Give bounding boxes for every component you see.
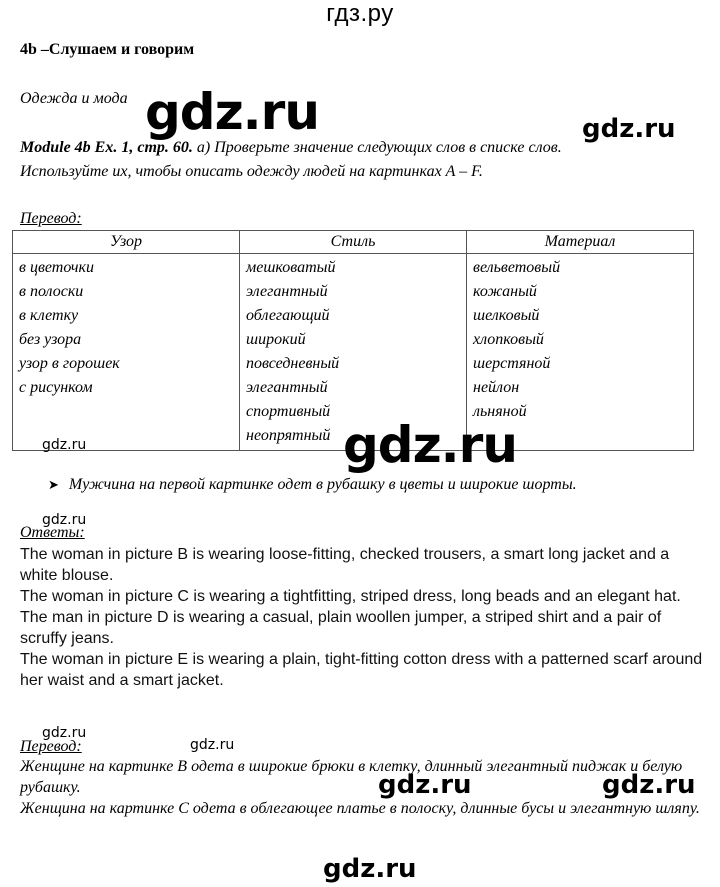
- task-line1: а) Проверьте значение следующих слов в списке слов.: [192, 139, 562, 156]
- header-style: Стиль: [240, 231, 467, 254]
- list-item: мешковатый: [246, 259, 336, 276]
- list-item: нейлон: [473, 379, 520, 396]
- answer-item: The woman in picture E is wearing a plain, tight-fitting cotton dress with a patterned scarf around her waist and a smart jacket.: [20, 651, 703, 689]
- list-item: узор в горошек: [19, 355, 120, 372]
- watermark-logo: gdz.ru: [42, 512, 87, 528]
- watermark-logo: gdz.ru: [42, 725, 87, 741]
- list-item: неопрятный: [246, 427, 331, 444]
- subtitle: Одежда и мода: [20, 90, 128, 107]
- list-item: кожаный: [473, 283, 537, 300]
- list-item: льняной: [473, 403, 527, 420]
- list-item: повседневный: [246, 355, 340, 372]
- watermark-logo: gdz.ru: [145, 83, 319, 141]
- watermark-logo: gdz.ru: [582, 114, 676, 144]
- list-item: с рисунком: [19, 379, 93, 396]
- site-header: гдз.ру: [326, 0, 394, 27]
- list-item: в полоски: [19, 283, 84, 300]
- list-item: спортивный: [246, 403, 331, 420]
- list-item: хлопковый: [473, 331, 544, 348]
- list-item: широкий: [246, 331, 306, 348]
- watermark-logo: gdz.ru: [190, 737, 235, 753]
- list-item: элегантный: [246, 283, 328, 300]
- translation2-label: Перевод:: [20, 738, 82, 755]
- watermark-logo: gdz.ru: [343, 416, 517, 474]
- translation-item: Женщине на картинке B одета в широкие брюки в клетку, длинный элегантный пиджак и белую рубашку.: [20, 758, 683, 796]
- watermark-logo: gdz.ru: [602, 770, 696, 800]
- answers-block: [20, 544, 710, 691]
- list-item: шелковый: [473, 307, 540, 324]
- list-item: шерстяной: [473, 355, 551, 372]
- bullet-text: Мужчина на первой картинке одет в рубашку в цветы и широкие шорты.: [68, 476, 577, 493]
- list-item: вельветовый: [473, 259, 561, 276]
- table-header-row: [13, 231, 694, 254]
- answer-item: The woman in picture C is wearing a tightfitting, striped dress, long beads and an elegant hat.: [20, 588, 681, 605]
- list-item: в цветочки: [19, 259, 95, 276]
- task-ref: Module 4b Ex. 1, стр. 60.: [20, 139, 193, 156]
- section-title: 4b –Слушаем и говорим: [20, 41, 195, 58]
- watermark-logo: gdz.ru: [42, 437, 87, 453]
- list-item: в клетку: [19, 307, 79, 324]
- answer-item: The woman in picture B is wearing loose-fitting, checked trousers, a smart long jacket and a white blouse.: [20, 546, 670, 584]
- watermark-logo: gdz.ru: [378, 770, 472, 800]
- answers-label: Ответы:: [20, 524, 85, 541]
- task-line2: Используйте их, чтобы описать одежду людей на картинках A – F.: [20, 163, 483, 180]
- list-item: без узора: [19, 331, 82, 348]
- column-pattern: [13, 254, 240, 451]
- list-item: элегантный: [246, 379, 328, 396]
- list-item: облегающий: [246, 307, 330, 324]
- header-material: Материал: [467, 231, 694, 254]
- translation-label: Перевод:: [20, 210, 82, 227]
- header-pattern: Узор: [13, 231, 240, 254]
- arrow-bullet-icon: ➤: [48, 477, 59, 492]
- answer-item: The man in picture D is wearing a casual, plain woollen jumper, a striped shirt and a pair of scruffy jeans.: [20, 609, 662, 647]
- translation-item: Женщина на картинке C одета в облегающее платье в полоску, длинные бусы и элегантную шляпу.: [20, 800, 700, 817]
- bullet-example: [48, 473, 577, 497]
- watermark-logo: gdz.ru: [323, 854, 417, 884]
